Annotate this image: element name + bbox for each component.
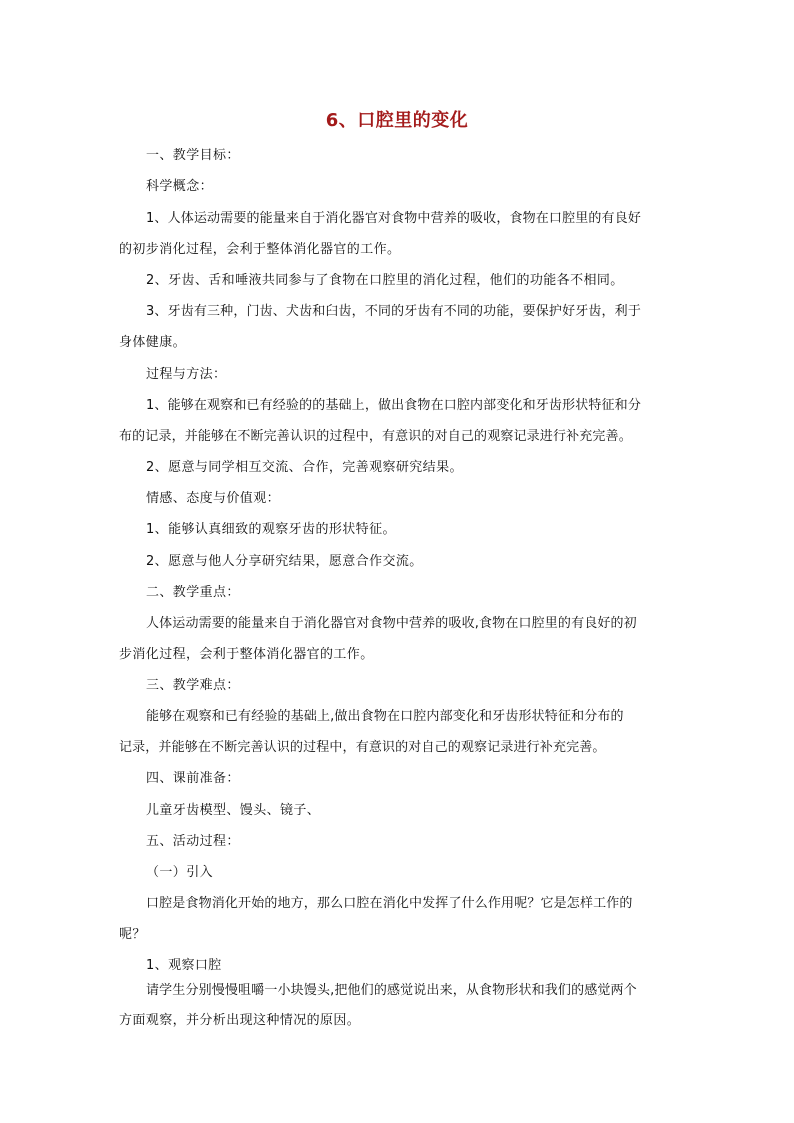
paragraph-line: 呢？: [119, 927, 146, 942]
subheading-process-methods: 过程与方法：: [146, 367, 227, 382]
paragraph-line: 儿童牙齿模型、馒头、镜子、: [146, 803, 321, 818]
section-heading-objectives: 一、教学目标：: [146, 148, 240, 163]
subheading-observe-mouth: 1、观察口腔: [146, 958, 222, 973]
section-heading-difficulties: 三、教学难点：: [146, 678, 240, 693]
paragraph-line: 方面观察，并分析出现这种情况的原因。: [119, 1013, 361, 1028]
subheading-introduction: （一）引入: [146, 865, 214, 880]
paragraph-line: 2、牙齿、舌和唾液共同参与了食物在口腔里的消化过程，他们的功能各不相同。: [146, 273, 624, 288]
paragraph-line: 身体健康。: [119, 335, 187, 350]
section-heading-activities: 五、活动过程：: [146, 834, 240, 849]
paragraph-line: 请学生分别慢慢咀嚼一小块馒头,把他们的感觉说出来，从食物形状和我们的感觉两个: [146, 983, 637, 998]
document-title: 6、口腔里的变化: [325, 110, 469, 131]
paragraph-line: 1、能够认真细致的观察牙齿的形状特征。: [146, 522, 396, 537]
paragraph-line: 2、愿意与他人分享研究结果，愿意合作交流。: [146, 554, 423, 569]
paragraph-line: 口腔是食物消化开始的地方，那么口腔在消化中发挥了什么作用呢？它是怎样工作的: [146, 896, 633, 911]
paragraph-line: 2、愿意与同学相互交流、合作，完善观察研究结果。: [146, 460, 463, 475]
paragraph-line: 1、能够在观察和已有经验的的基础上，做出食物在口腔内部变化和牙齿形状特征和分: [146, 398, 641, 413]
paragraph-line: 人体运动需要的能量来自于消化器官对食物中营养的吸收,食物在口腔里的有良好的初: [146, 616, 637, 631]
paragraph-line: 能够在观察和已有经验的基础上,做出食物在口腔内部变化和牙齿形状特征和分布的: [146, 709, 624, 724]
subheading-science-concepts: 科学概念：: [146, 179, 214, 194]
paragraph-line: 布的记录，并能够在不断完善认识的过程中，有意识的对自己的观察记录进行补充完善。: [119, 429, 632, 444]
subheading-attitudes-values: 情感、态度与价值观：: [146, 491, 281, 506]
paragraph-line: 1、人体运动需要的能量来自于消化器官对食物中营养的吸收，食物在口腔里的有良好: [146, 211, 641, 226]
section-heading-key-points: 二、教学重点：: [146, 585, 240, 600]
paragraph-line: 3、牙齿有三种，门齿、犬齿和臼齿，不同的牙齿有不同的功能，要保护好牙齿，利于: [146, 304, 641, 319]
paragraph-line: 的初步消化过程，会利于整体消化器官的工作。: [119, 242, 401, 257]
paragraph-line: 记录，并能够在不断完善认识的过程中，有意识的对自己的观察记录进行补充完善。: [119, 740, 606, 755]
section-heading-preparation: 四、课前准备：: [146, 771, 240, 786]
paragraph-line: 步消化过程，会利于整体消化器官的工作。: [119, 647, 374, 662]
